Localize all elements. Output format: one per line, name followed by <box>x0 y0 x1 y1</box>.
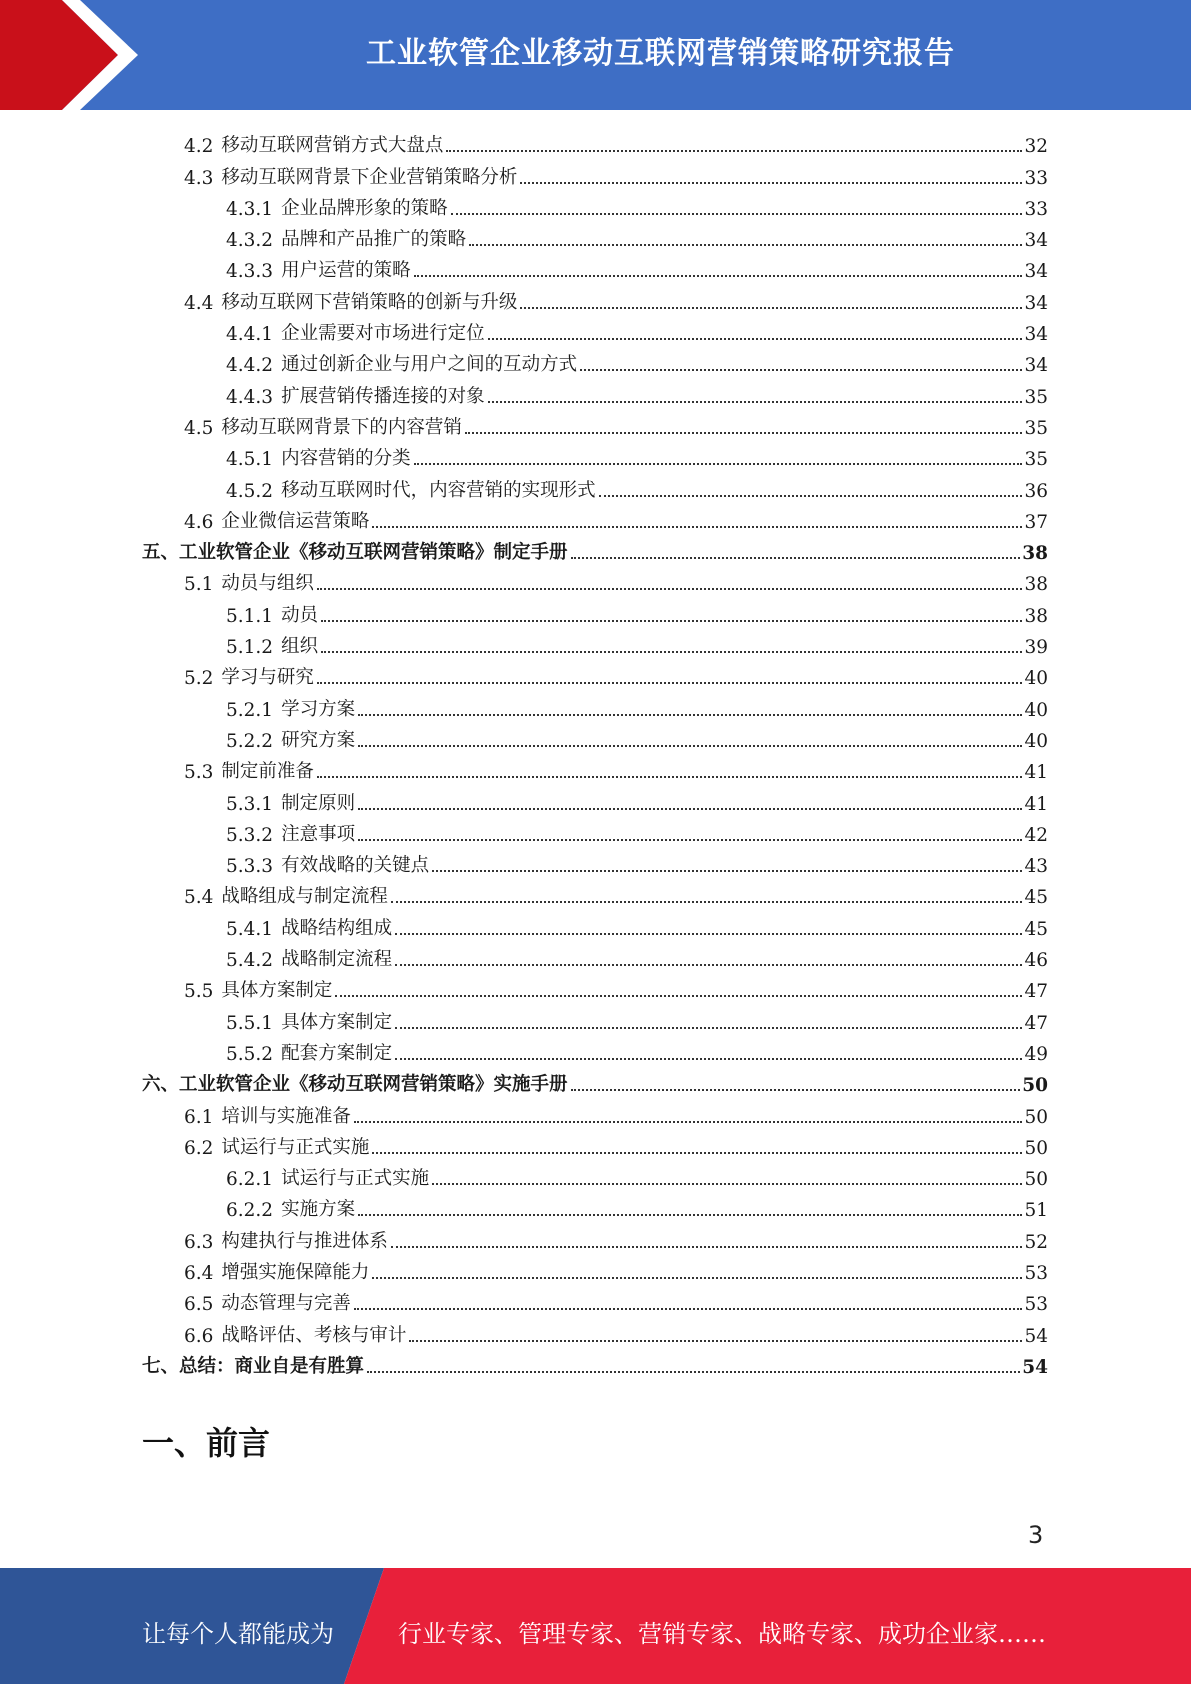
toc-entry-number: 6.5 <box>184 1294 214 1316</box>
toc-entry-number: 4.3.3 <box>226 261 274 283</box>
toc-entry-number: 4.4.2 <box>226 355 274 377</box>
toc-entry-title: 具体方案制定 <box>281 1011 393 1033</box>
toc-entry-page: 50 <box>1024 1169 1048 1191</box>
toc-entry-page: 53 <box>1024 1262 1048 1284</box>
toc-entry-page: 51 <box>1024 1200 1048 1222</box>
toc-dot-leader <box>599 485 1023 497</box>
toc-entry-title: 移动互联网背景下企业营销策略分析 <box>221 166 518 188</box>
toc-dot-leader <box>372 1142 1022 1154</box>
toc-entry-number: 4.4.1 <box>226 324 274 346</box>
toc-entry-title: 通过创新企业与用户之间的互动方式 <box>281 354 578 376</box>
toc-dot-leader <box>354 1298 1023 1310</box>
toc-entry[interactable] <box>142 1221 1048 1252</box>
toc-entry-number: 6.4 <box>184 1262 214 1284</box>
toc-entry[interactable] <box>142 783 1048 814</box>
toc-entry-page: 50 <box>1024 1137 1048 1159</box>
section-heading: 一、前言 <box>142 1424 271 1462</box>
toc-dot-leader <box>432 860 1022 872</box>
toc-entry-title: 战略组成与制定流程 <box>221 886 388 908</box>
toc-entry-page: 45 <box>1024 887 1048 909</box>
page-number: 3 <box>1028 1521 1044 1549</box>
toc-dot-leader <box>571 547 1021 559</box>
toc-entry[interactable] <box>142 282 1048 313</box>
toc-entry-page: 41 <box>1024 762 1048 784</box>
toc-entry-title: 战略评估、考核与审计 <box>221 1324 407 1346</box>
toc-entry-title: 战略结构组成 <box>281 917 393 939</box>
toc-entry-number: 4.3 <box>184 167 214 189</box>
page-header <box>0 0 1191 110</box>
toc-entry[interactable] <box>142 908 1048 939</box>
toc-entry[interactable] <box>142 1065 1048 1096</box>
toc-dot-leader <box>354 1111 1023 1123</box>
toc-entry-number: 5.3.3 <box>226 856 274 878</box>
toc-entry-title: 试运行与正式实施 <box>281 1168 430 1190</box>
toc-entry-title: 动态管理与完善 <box>221 1293 351 1315</box>
toc-entry[interactable] <box>142 721 1048 752</box>
toc-entry-page: 40 <box>1024 699 1048 721</box>
toc-entry-number: 5.4 <box>184 887 214 909</box>
toc-entry[interactable] <box>142 1347 1048 1378</box>
toc-dot-leader <box>358 735 1022 747</box>
toc-entry[interactable] <box>142 533 1048 564</box>
toc-entry[interactable] <box>142 627 1048 658</box>
toc-entry-page: 34 <box>1024 292 1048 314</box>
toc-entry-number: 4.2 <box>184 136 214 158</box>
toc-dot-leader <box>395 1048 1022 1060</box>
toc-entry-page: 37 <box>1024 511 1048 533</box>
toc-entry-number: 5.2 <box>184 668 214 690</box>
toc-entry[interactable] <box>142 1253 1048 1284</box>
toc-dot-leader <box>488 391 1023 403</box>
toc-entry-page: 49 <box>1024 1043 1048 1065</box>
footer-slogan-right: 行业专家、管理专家、营销专家、战略专家、成功企业家…… <box>398 1620 1046 1648</box>
page-footer <box>0 1568 1191 1684</box>
toc-entry-title: 学习与研究 <box>221 667 314 689</box>
toc-entry-page: 45 <box>1024 918 1048 940</box>
toc-entry[interactable] <box>142 1284 1048 1315</box>
toc-dot-leader <box>395 954 1022 966</box>
toc-entry-title: 用户运营的策略 <box>281 260 411 282</box>
toc-entry-page: 46 <box>1024 950 1048 972</box>
header-title: 工业软管企业移动互联网营销策略研究报告 <box>366 36 955 71</box>
toc-dot-leader <box>317 578 1023 590</box>
toc-entry[interactable] <box>142 1096 1048 1127</box>
toc-entry-number: 4.6 <box>184 511 214 533</box>
toc-entry[interactable] <box>142 1128 1048 1159</box>
toc-entry-page: 34 <box>1024 324 1048 346</box>
toc-dot-leader <box>358 829 1022 841</box>
toc-entry[interactable] <box>142 752 1048 783</box>
toc-entry-page: 40 <box>1024 668 1048 690</box>
toc-dot-leader <box>414 265 1023 277</box>
toc-dot-leader <box>520 172 1022 184</box>
toc-entry[interactable] <box>142 595 1048 626</box>
toc-entry-page: 34 <box>1024 261 1048 283</box>
toc-dot-leader <box>317 766 1023 778</box>
toc-dot-leader <box>372 1267 1022 1279</box>
toc-dot-leader <box>520 297 1022 309</box>
toc-entry[interactable] <box>142 376 1048 407</box>
toc-entry-title: 内容营销的分类 <box>281 448 411 470</box>
toc-dot-leader <box>488 328 1023 340</box>
toc-entry-number: 4.4 <box>184 292 214 314</box>
toc-entry-title: 品牌和产品推广的策略 <box>281 229 467 251</box>
toc-entry-title: 扩展营销传播连接的对象 <box>281 385 485 407</box>
toc-entry-title: 培训与实施准备 <box>221 1105 351 1127</box>
toc-entry-title: 五、工业软管企业《移动互联网营销策略》制定手册 <box>142 542 568 564</box>
toc-entry-page: 53 <box>1024 1294 1048 1316</box>
toc-entry-title: 移动互联网下营销策略的创新与升级 <box>221 291 518 313</box>
toc-entry[interactable] <box>142 1159 1048 1190</box>
toc-entry[interactable] <box>142 470 1048 501</box>
toc-entry-title: 有效战略的关键点 <box>281 855 430 877</box>
toc-entry-title: 学习方案 <box>281 698 356 720</box>
toc-dot-leader <box>391 891 1023 903</box>
toc-entry-number: 6.2 <box>184 1137 214 1159</box>
toc-entry[interactable] <box>142 439 1048 470</box>
toc-entry-number: 5.5 <box>184 981 214 1003</box>
toc-entry-number: 6.2.2 <box>226 1200 274 1222</box>
toc-entry-number: 5.1 <box>184 574 214 596</box>
toc-entry-page: 35 <box>1024 386 1048 408</box>
toc-entry-title: 移动互联网时代，内容营销的实现形式 <box>281 479 596 501</box>
toc-entry-page: 54 <box>1024 1325 1048 1347</box>
toc-entry-title: 增强实施保障能力 <box>221 1261 370 1283</box>
toc-entry[interactable] <box>142 1190 1048 1221</box>
toc-dot-leader <box>358 1204 1022 1216</box>
toc-dot-leader <box>432 1173 1022 1185</box>
toc-entry-number: 6.6 <box>184 1325 214 1347</box>
toc-entry[interactable] <box>142 689 1048 720</box>
toc-entry-number: 6.1 <box>184 1106 214 1128</box>
toc-dot-leader <box>571 1079 1021 1091</box>
toc-entry[interactable] <box>142 971 1048 1002</box>
toc-entry-title: 具体方案制定 <box>221 980 333 1002</box>
toc-entry-number: 5.2.1 <box>226 699 274 721</box>
toc-entry[interactable] <box>142 940 1048 971</box>
toc-dot-leader <box>414 453 1023 465</box>
toc-entry[interactable] <box>142 345 1048 376</box>
toc-dot-leader <box>321 641 1022 653</box>
toc-entry-title: 企业需要对市场进行定位 <box>281 323 485 345</box>
toc-entry[interactable] <box>142 846 1048 877</box>
toc-entry-page: 52 <box>1024 1231 1048 1253</box>
toc-entry[interactable] <box>142 1315 1048 1346</box>
toc-entry-page: 36 <box>1024 480 1048 502</box>
toc-entry-number: 4.5 <box>184 417 214 439</box>
toc-dot-leader <box>391 1236 1023 1248</box>
toc-entry[interactable] <box>142 189 1048 220</box>
toc-dot-leader <box>395 1017 1022 1029</box>
toc-entry-title: 制定原则 <box>281 792 356 814</box>
toc-entry-title: 配套方案制定 <box>281 1042 393 1064</box>
toc-entry-title: 战略制定流程 <box>281 949 393 971</box>
toc-entry-page: 34 <box>1024 230 1048 252</box>
toc-entry-page: 33 <box>1024 167 1048 189</box>
toc-entry-title: 动员 <box>281 604 319 626</box>
toc-entry[interactable] <box>142 1002 1048 1033</box>
toc-entry[interactable] <box>142 658 1048 689</box>
toc-entry-number: 4.3.1 <box>226 198 274 220</box>
toc-entry-number: 5.5.2 <box>226 1043 274 1065</box>
toc-entry-title: 六、工业软管企业《移动互联网营销策略》实施手册 <box>142 1074 568 1096</box>
toc-entry-page: 47 <box>1024 981 1048 1003</box>
toc-entry-page: 33 <box>1024 198 1048 220</box>
toc-entry-number: 4.4.3 <box>226 386 274 408</box>
toc-dot-leader <box>358 704 1022 716</box>
toc-entry-title: 试运行与正式实施 <box>221 1136 370 1158</box>
toc-entry-page: 40 <box>1024 730 1048 752</box>
toc-entry[interactable] <box>142 408 1048 439</box>
toc-dot-leader <box>469 234 1022 246</box>
toc-dot-leader <box>580 359 1022 371</box>
toc-entry[interactable] <box>142 251 1048 282</box>
toc-entry[interactable] <box>142 220 1048 251</box>
toc-dot-leader <box>451 203 1023 215</box>
toc-dot-leader <box>317 672 1023 684</box>
toc-entry-title: 研究方案 <box>281 729 356 751</box>
toc-dot-leader <box>395 923 1022 935</box>
toc-entry-number: 5.1.1 <box>226 605 274 627</box>
toc-entry[interactable] <box>142 1034 1048 1065</box>
toc-entry-number: 5.5.1 <box>226 1012 274 1034</box>
toc-entry[interactable] <box>142 126 1048 157</box>
toc-entry-title: 制定前准备 <box>221 761 314 783</box>
toc-entry[interactable] <box>142 502 1048 533</box>
toc-entry-number: 4.5.2 <box>226 480 274 502</box>
toc-entry-number: 4.5.1 <box>226 449 274 471</box>
toc-entry-title: 组织 <box>281 636 319 658</box>
chevron-arrow-icon <box>0 0 160 110</box>
toc-entry-number: 5.4.2 <box>226 950 274 972</box>
toc-entry-title: 实施方案 <box>281 1199 356 1221</box>
toc-dot-leader <box>358 798 1022 810</box>
toc-entry-page: 41 <box>1024 793 1048 815</box>
toc-entry[interactable] <box>142 815 1048 846</box>
toc-dot-leader <box>335 985 1022 997</box>
footer-slogan-left: 让每个人都能成为 <box>142 1620 334 1648</box>
toc-dot-leader <box>321 610 1022 622</box>
toc-entry-page: 34 <box>1024 355 1048 377</box>
toc-entry-title: 企业微信运营策略 <box>221 510 370 532</box>
toc-dot-leader <box>367 1361 1020 1373</box>
toc-entry-title: 移动互联网营销方式大盘点 <box>221 135 444 157</box>
toc-entry-number: 6.3 <box>184 1231 214 1253</box>
toc-entry-title: 动员与组织 <box>221 573 314 595</box>
toc-entry-number: 5.1.2 <box>226 637 274 659</box>
toc-dot-leader <box>446 140 1022 152</box>
toc-entry-page: 54 <box>1022 1356 1048 1378</box>
table-of-contents <box>142 126 1048 1378</box>
toc-entry-page: 38 <box>1022 543 1048 565</box>
toc-entry-page: 39 <box>1024 637 1048 659</box>
toc-entry[interactable] <box>142 314 1048 345</box>
toc-entry-page: 38 <box>1024 605 1048 627</box>
toc-entry-page: 35 <box>1024 417 1048 439</box>
toc-entry[interactable] <box>142 877 1048 908</box>
toc-entry-page: 50 <box>1024 1106 1048 1128</box>
toc-entry-page: 38 <box>1024 574 1048 596</box>
toc-entry-title: 注意事项 <box>281 823 356 845</box>
toc-entry-page: 35 <box>1024 449 1048 471</box>
toc-entry[interactable] <box>142 157 1048 188</box>
toc-entry-title: 移动互联网背景下的内容营销 <box>221 416 462 438</box>
toc-entry-title: 七、总结：商业自是有胜算 <box>142 1355 365 1377</box>
toc-entry-title: 构建执行与推进体系 <box>221 1230 388 1252</box>
toc-entry-number: 4.3.2 <box>226 230 274 252</box>
toc-entry-number: 5.4.1 <box>226 918 274 940</box>
toc-entry-number: 5.3 <box>184 762 214 784</box>
toc-entry-title: 企业品牌形象的策略 <box>281 197 448 219</box>
toc-entry[interactable] <box>142 564 1048 595</box>
toc-dot-leader <box>465 422 1023 434</box>
toc-entry-number: 6.2.1 <box>226 1169 274 1191</box>
toc-dot-leader <box>372 516 1022 528</box>
toc-entry-page: 42 <box>1024 824 1048 846</box>
toc-entry-number: 5.3.2 <box>226 824 274 846</box>
toc-entry-page: 50 <box>1022 1075 1048 1097</box>
toc-entry-number: 5.2.2 <box>226 730 274 752</box>
toc-entry-page: 43 <box>1024 856 1048 878</box>
toc-entry-number: 5.3.1 <box>226 793 274 815</box>
toc-entry-page: 32 <box>1024 136 1048 158</box>
toc-entry-page: 47 <box>1024 1012 1048 1034</box>
toc-dot-leader <box>409 1330 1022 1342</box>
